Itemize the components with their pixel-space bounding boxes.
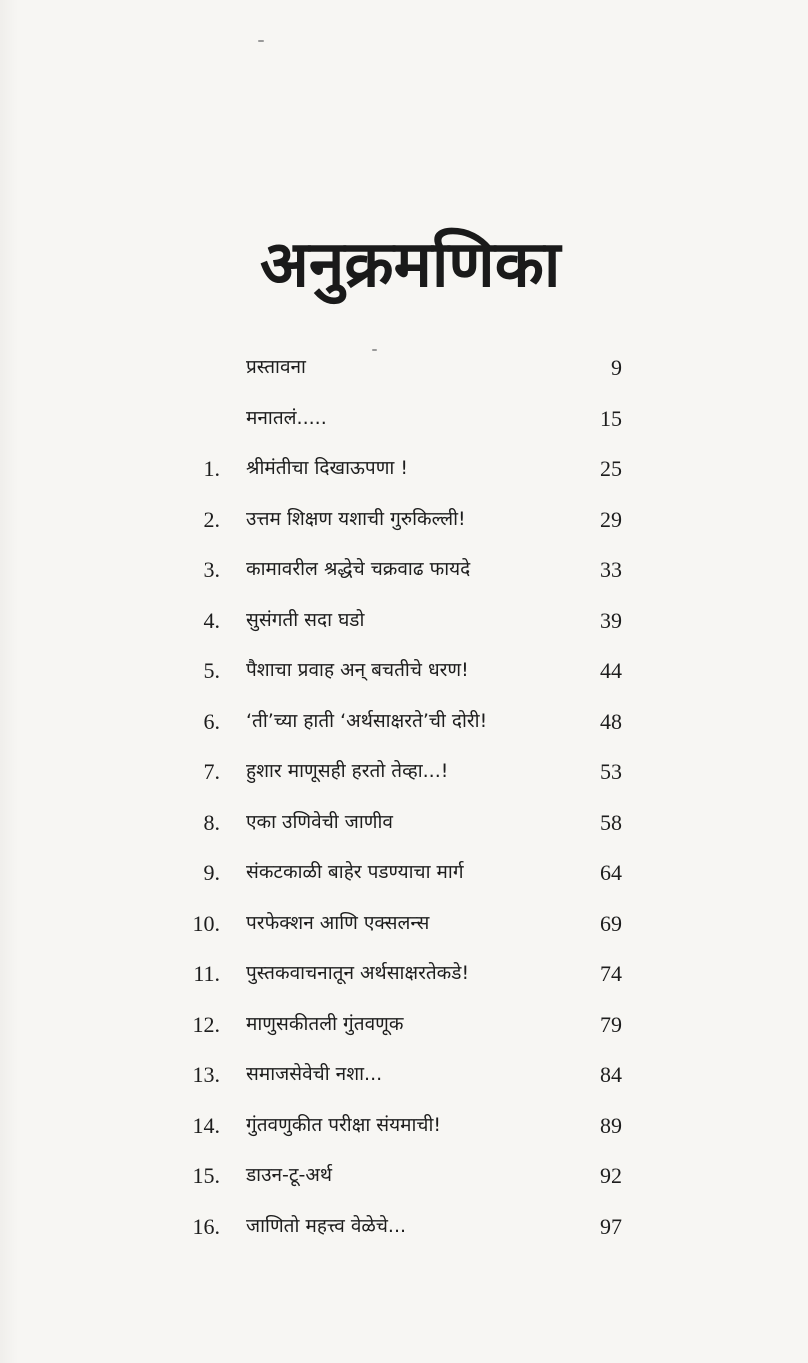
page-number: 92: [600, 1163, 622, 1188]
toc-entry: [0, 901, 808, 952]
contents-heading: अनुक्रमणिका: [260, 228, 561, 302]
chapter-title: परफेक्शन आणि एक्सलन्स: [246, 911, 430, 934]
toc-entry: [0, 1052, 808, 1103]
page-number: 25: [600, 456, 622, 481]
page-number: 84: [600, 1062, 622, 1087]
page-number: 53: [600, 759, 622, 784]
chapter-title: डाउन-टू-अर्थ: [246, 1164, 332, 1186]
toc-entry: [0, 345, 808, 396]
page-number: 44: [600, 658, 622, 683]
page-number: 74: [600, 961, 622, 986]
chapter-number: 8.: [203, 809, 220, 835]
toc-entry: [0, 1153, 808, 1204]
chapter-number: 3.: [203, 557, 220, 582]
chapter-number: 7.: [203, 759, 220, 784]
toc-entry: [0, 396, 808, 447]
toc-entry: [0, 1103, 808, 1154]
chapter-number: 12.: [192, 1011, 220, 1037]
chapter-number: 15.: [192, 1163, 220, 1188]
chapter-number: 1.: [203, 456, 220, 481]
chapter-title: पैशाचा प्रवाह अन् बचतीचे धरण!: [246, 659, 469, 681]
toc-entry: [0, 598, 808, 649]
chapter-number: 6.: [203, 708, 220, 734]
page-number: 64: [600, 860, 622, 885]
chapter-title: श्रीमंतीचा दिखाऊपणा !: [246, 457, 409, 479]
chapter-number: 16.: [192, 1213, 220, 1239]
page-number: 58: [600, 809, 622, 835]
page-number: 33: [600, 557, 622, 582]
chapter-title: उत्तम शिक्षण यशाची गुरुकिल्ली!: [246, 507, 466, 530]
chapter-title: पुस्तकवाचनातून अर्थसाक्षरतेकडे!: [246, 962, 470, 984]
toc-entry: [0, 1002, 808, 1053]
toc-entry: [0, 497, 808, 548]
chapter-title: ‘ती’च्या हाती ‘अर्थसाक्षरते’ची दोरी!: [246, 709, 488, 732]
toc-entry: [0, 1204, 808, 1255]
chapter-title: हुशार माणूसही हरतो तेव्हा...!: [246, 760, 449, 782]
chapter-title: माणुसकीतली गुंतवणूक: [246, 1012, 404, 1035]
toc-entry: [0, 951, 808, 1002]
chapter-title: मनातलं.....: [246, 406, 327, 429]
page-number: 97: [600, 1213, 622, 1239]
toc-entry: [0, 648, 808, 699]
chapter-title: कामावरील श्रद्धेचे चक्रवाढ फायदे: [246, 558, 471, 580]
chapter-title: प्रस्तावना: [246, 356, 306, 378]
toc-entry: [0, 850, 808, 901]
toc-entry: [0, 699, 808, 750]
chapter-number: 11.: [193, 961, 220, 986]
page-number: 89: [600, 1112, 622, 1138]
chapter-number: 10.: [192, 910, 220, 936]
page-number: 79: [600, 1011, 622, 1037]
page-number: 39: [600, 607, 622, 633]
chapter-title: जाणितो महत्त्व वेळेचे...: [246, 1214, 407, 1237]
page-number: 9: [611, 355, 622, 380]
chapter-title: सुसंगती सदा घडो: [246, 608, 365, 631]
chapter-number: 2.: [203, 506, 220, 532]
toc-entry: [0, 547, 808, 598]
toc-entry: [0, 446, 808, 497]
page-number: 69: [600, 910, 622, 936]
chapter-number: 4.: [203, 607, 220, 633]
toc-entry: [0, 800, 808, 851]
print-speck: [258, 40, 264, 42]
chapter-title: समाजसेवेची नशा...: [246, 1063, 383, 1085]
toc-entry: [0, 749, 808, 800]
page-number: 15: [600, 405, 622, 431]
table-of-contents: [0, 345, 808, 1254]
page-number: 48: [600, 708, 622, 734]
page-number: 29: [600, 506, 622, 532]
chapter-number: 14.: [192, 1112, 220, 1138]
chapter-number: 9.: [203, 860, 220, 885]
chapter-number: 5.: [203, 658, 220, 683]
chapter-title: गुंतवणुकीत परीक्षा संयमाची!: [246, 1113, 442, 1136]
chapter-number: 13.: [192, 1062, 220, 1087]
chapter-title: एका उणिवेची जाणीव: [246, 810, 393, 833]
chapter-title: संकटकाळी बाहेर पडण्याचा मार्ग: [246, 861, 464, 883]
